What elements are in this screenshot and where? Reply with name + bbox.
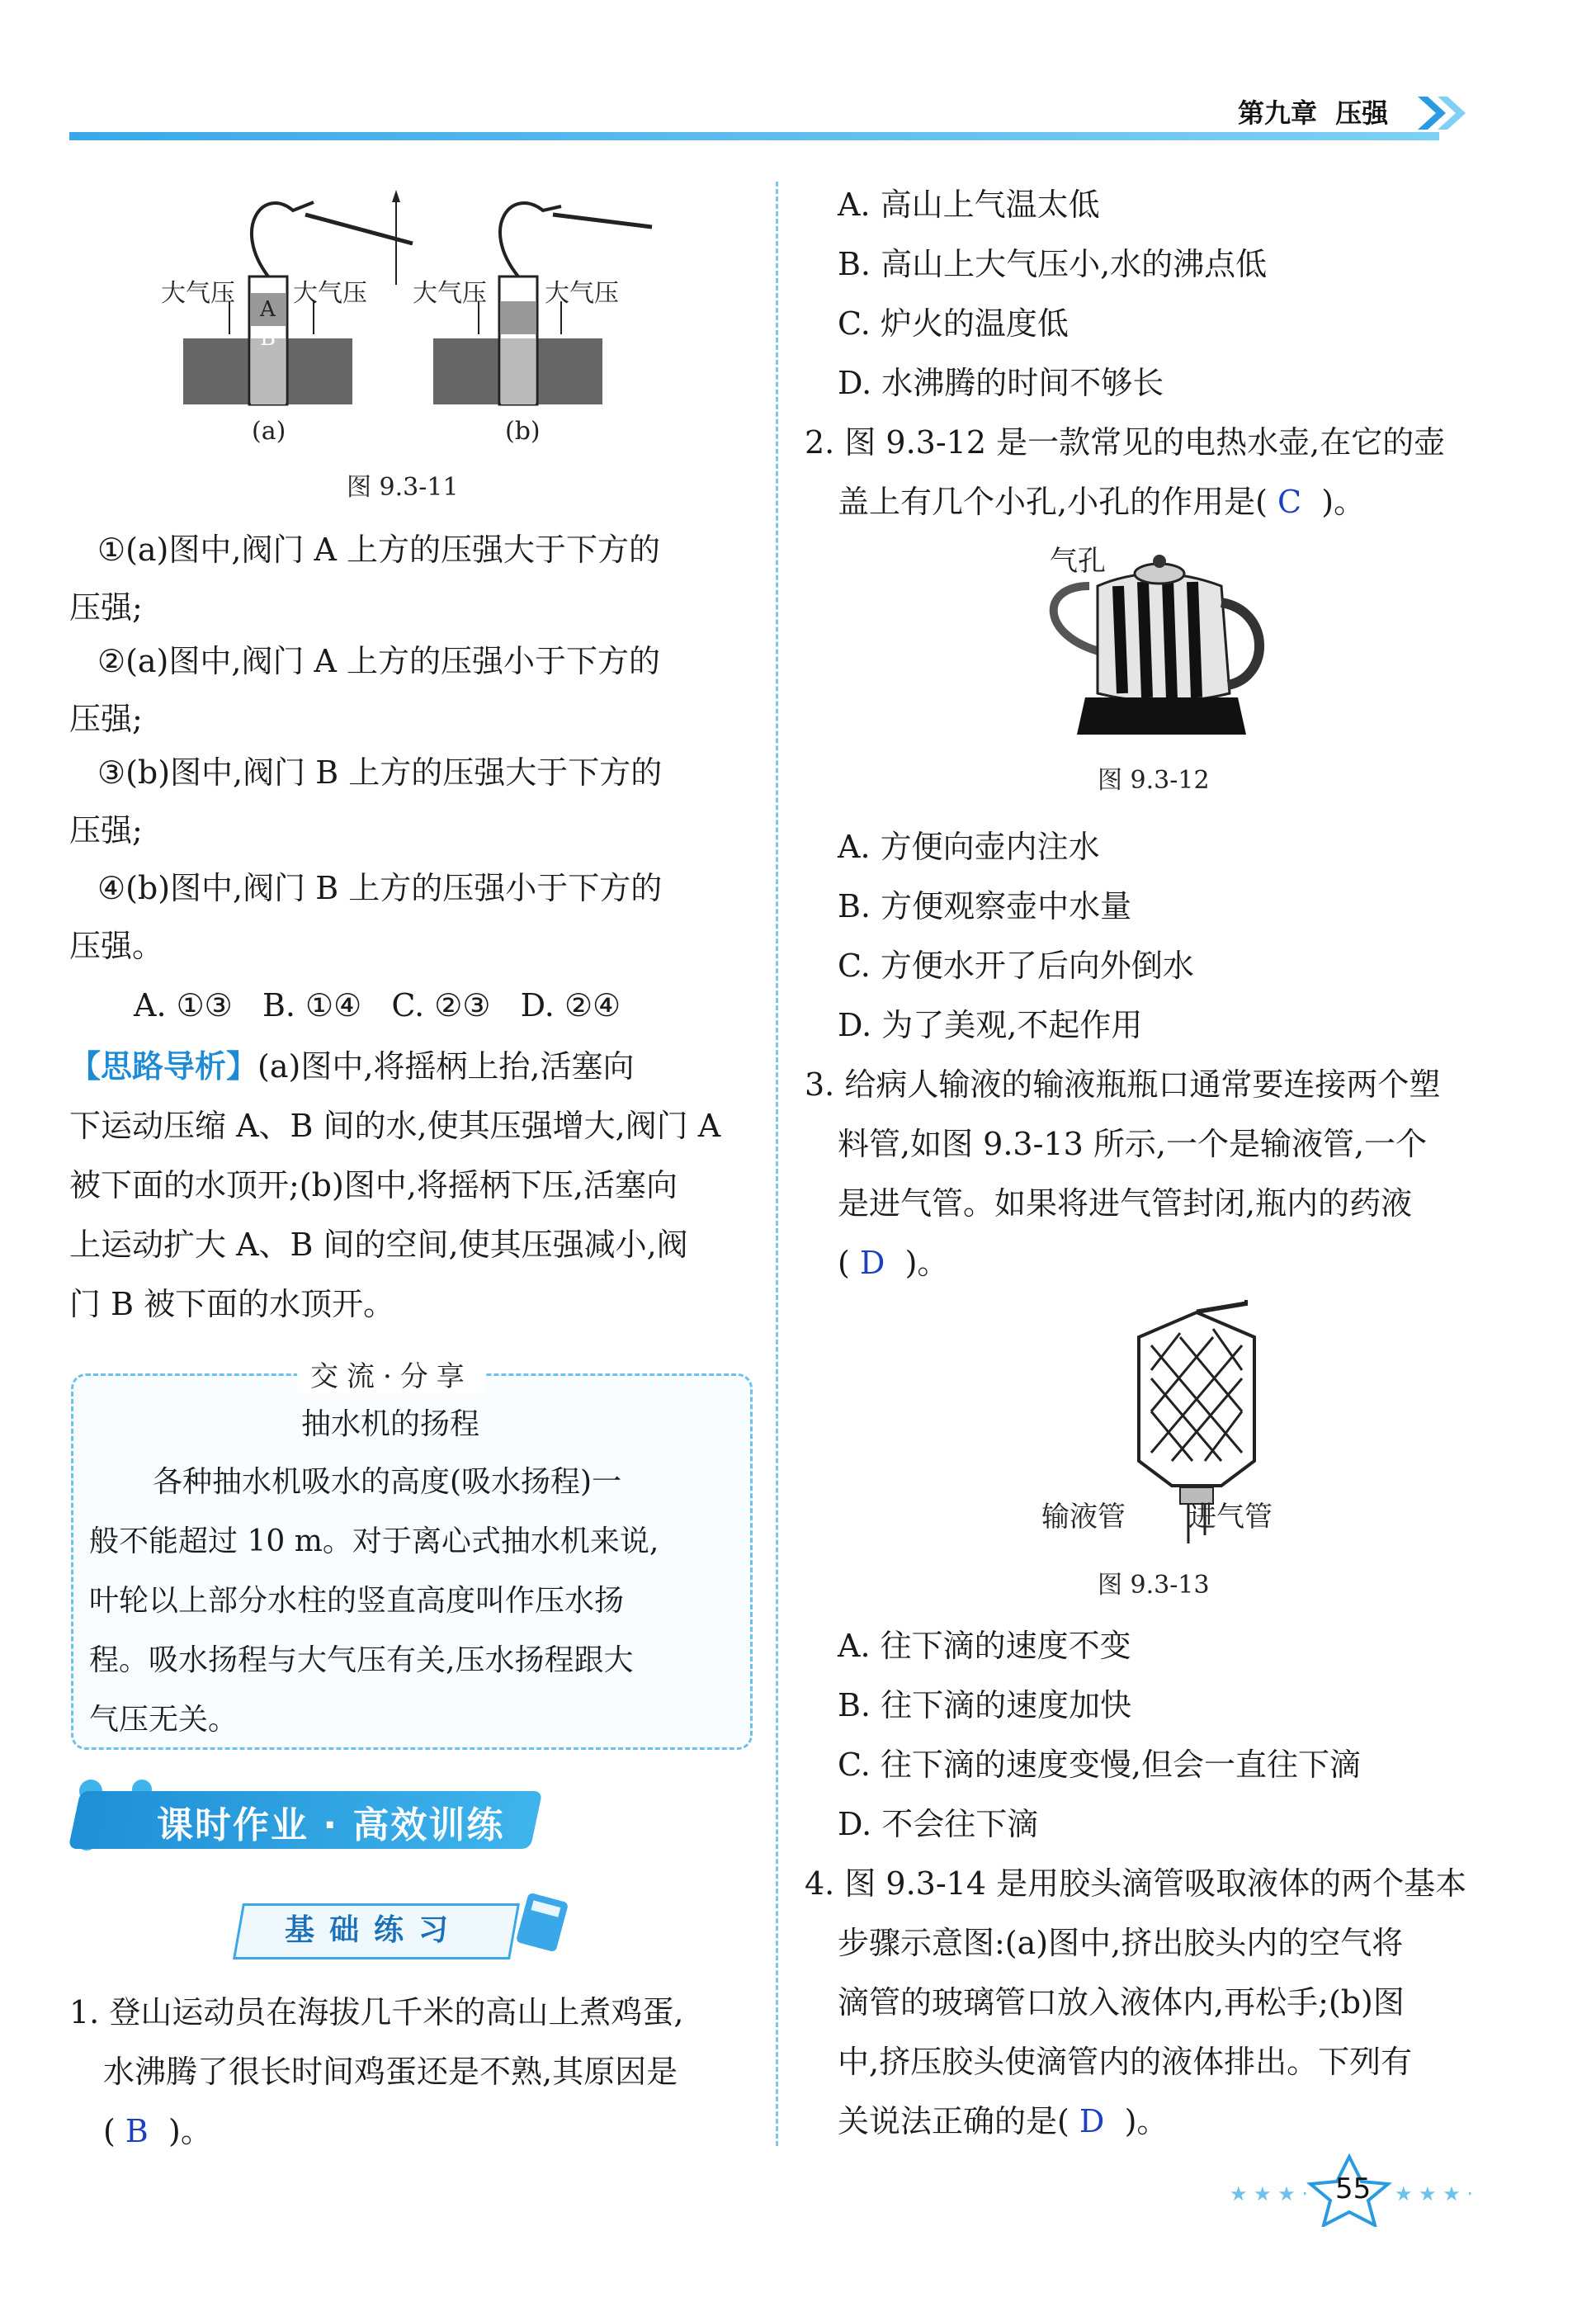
q3-answer: D: [859, 1245, 885, 1281]
fig11-sub-a: (a): [252, 417, 286, 446]
q2-option-c: C. 方便水开了后向外倒水: [838, 948, 1194, 984]
fig11-atm-left-b: 大气压: [413, 279, 487, 308]
q3-line-2: 料管,如图 9.3-13 所示,一个是输液管,一个: [838, 1126, 1428, 1162]
q1-option-c: C. 炉火的温度低: [838, 305, 1069, 342]
share-line-5: 气压无关。: [89, 1703, 238, 1737]
statement-1a: ①(a)图中,阀门 A 上方的压强大于下方的: [97, 532, 661, 568]
share-subtitle: 抽水机的扬程: [301, 1407, 480, 1441]
fig13-air-tube-label: 进气管: [1188, 1501, 1273, 1534]
analysis-line-5: 门 B 被下面的水顶开。: [69, 1286, 395, 1322]
header-arrow-icon: [1418, 92, 1476, 134]
q4-line-5: 关说法正确的是( D )。: [838, 2103, 1169, 2139]
analysis-line-2: 下运动压缩 A、B 间的水,使其压强增大,阀门 A: [69, 1108, 721, 1144]
page-number: 55: [1335, 2172, 1372, 2205]
share-line-2: 般不能超过 10 m。对于离心式抽水机来说,: [89, 1524, 659, 1558]
analysis-tag: 【思路导析】: [69, 1048, 258, 1085]
analysis-line-3: 被下面的水顶开;(b)图中,将摇柄下压,活塞向: [69, 1167, 678, 1203]
header-rule: [69, 132, 1439, 140]
header-chapter: 第九章 压强: [1238, 97, 1389, 129]
q1-line-2: 水沸腾了很长时间鸡蛋还是不熟,其原因是: [103, 2054, 678, 2090]
q1-answer: B: [125, 2113, 149, 2149]
q1-option-b: B. 高山上大气压小,水的沸点低: [838, 246, 1268, 282]
statement-3b: 压强;: [69, 812, 143, 849]
statement-2a: ②(a)图中,阀门 A 上方的压强小于下方的: [97, 643, 661, 679]
q4-line-4: 中,挤压胶头使滴管内的液体排出。下列有: [838, 2044, 1413, 2080]
homework-banner-title: 课时作业 · 高效训练: [157, 1804, 505, 1846]
calculator-icon: [512, 1890, 578, 1956]
statement-3a: ③(b)图中,阀门 B 上方的压强大于下方的: [97, 754, 663, 791]
fig11-label-a: A: [260, 297, 276, 322]
column-divider: [776, 182, 778, 2146]
q2-option-d: D. 为了美观,不起作用: [838, 1007, 1143, 1043]
q3-line-1: 3. 给病人输液的输液瓶瓶口通常要连接两个塑: [805, 1066, 1441, 1103]
statement-2b: 压强;: [69, 701, 143, 737]
q1-line-1: 1. 登山运动员在海拔几千米的高山上煮鸡蛋,: [69, 1994, 684, 2030]
fig11-atm-left-a: 大气压: [161, 279, 235, 308]
fig12-caption: 图 9.3-12: [1098, 766, 1210, 795]
q3-option-a: A. 往下滴的速度不变: [838, 1628, 1131, 1664]
share-line-3: 叶轮以上部分水柱的竖直高度叫作压水扬: [89, 1584, 625, 1618]
q3-line-3: 是进气管。如果将进气管封闭,瓶内的药液: [838, 1185, 1413, 1222]
q3-line-4: ( D )。: [838, 1245, 949, 1281]
share-title: 交流·分享: [297, 1354, 486, 1394]
share-line-1: 各种抽水机吸水的高度(吸水扬程)一: [153, 1465, 622, 1499]
fig13-caption: 图 9.3-13: [1098, 1571, 1210, 1600]
q4-line-2: 步骤示意图:(a)图中,挤出胶头内的空气将: [838, 1925, 1404, 1961]
svg-text:★ ★ ★ ·: ★ ★ ★ ·: [1230, 2182, 1309, 2205]
fig11-caption: 图 9.3-11: [347, 473, 459, 502]
q4-answer: D: [1079, 2103, 1105, 2139]
q4-line-3: 滴管的玻璃管口放入液体内,再松手;(b)图: [838, 1984, 1405, 2021]
share-line-4: 程。吸水扬程与大气压有关,压水扬程跟大: [89, 1643, 634, 1677]
fig11-atm-right-b: 大气压: [545, 279, 619, 308]
q4-line-1: 4. 图 9.3-14 是用胶头滴管吸取液体的两个基本: [805, 1865, 1467, 1902]
q3-option-b: B. 往下滴的速度加快: [838, 1687, 1132, 1723]
fig11-label-b: B: [260, 326, 276, 351]
statement-1b: 压强;: [69, 589, 143, 626]
q1-line-3: ( B )。: [103, 2113, 212, 2149]
q2-option-a: A. 方便向壶内注水: [838, 829, 1100, 865]
analysis-line-4: 上运动扩大 A、B 间的空间,使其压强减小,阀: [69, 1227, 688, 1263]
fig12-vent-label: 气孔: [1050, 545, 1106, 578]
q2-option-b: B. 方便观察壶中水量: [838, 888, 1132, 924]
q2-line-2: 盖上有几个小孔,小孔的作用是( C )。: [838, 484, 1366, 520]
fig13-infusion-tube-label: 输液管: [1041, 1501, 1126, 1534]
q2-line-1: 2. 图 9.3-12 是一款常见的电热水壶,在它的壶: [805, 424, 1446, 461]
statement-4b: 压强。: [69, 928, 164, 964]
fig11-atm-right-a: 大气压: [293, 279, 367, 308]
statement-4a: ④(b)图中,阀门 B 上方的压强小于下方的: [97, 870, 663, 906]
basic-practice-label: 基础练习: [285, 1913, 464, 1947]
q2-answer: C: [1277, 484, 1302, 520]
q1-option-a: A. 高山上气温太低: [838, 187, 1100, 223]
svg-text:★ ★ ★ ·: ★ ★ ★ ·: [1395, 2182, 1474, 2205]
q1-option-d: D. 水沸腾的时间不够长: [838, 365, 1164, 401]
answer-options: A. ①③ B. ①④ C. ②③ D. ②④: [134, 987, 621, 1023]
fig11-sub-b: (b): [505, 417, 541, 446]
q3-option-c: C. 往下滴的速度变慢,但会一直往下滴: [838, 1747, 1361, 1783]
analysis-line-1: 【思路导析】(a)图中,将摇柄上抬,活塞向: [69, 1048, 635, 1085]
q3-option-d: D. 不会往下滴: [838, 1806, 1039, 1842]
